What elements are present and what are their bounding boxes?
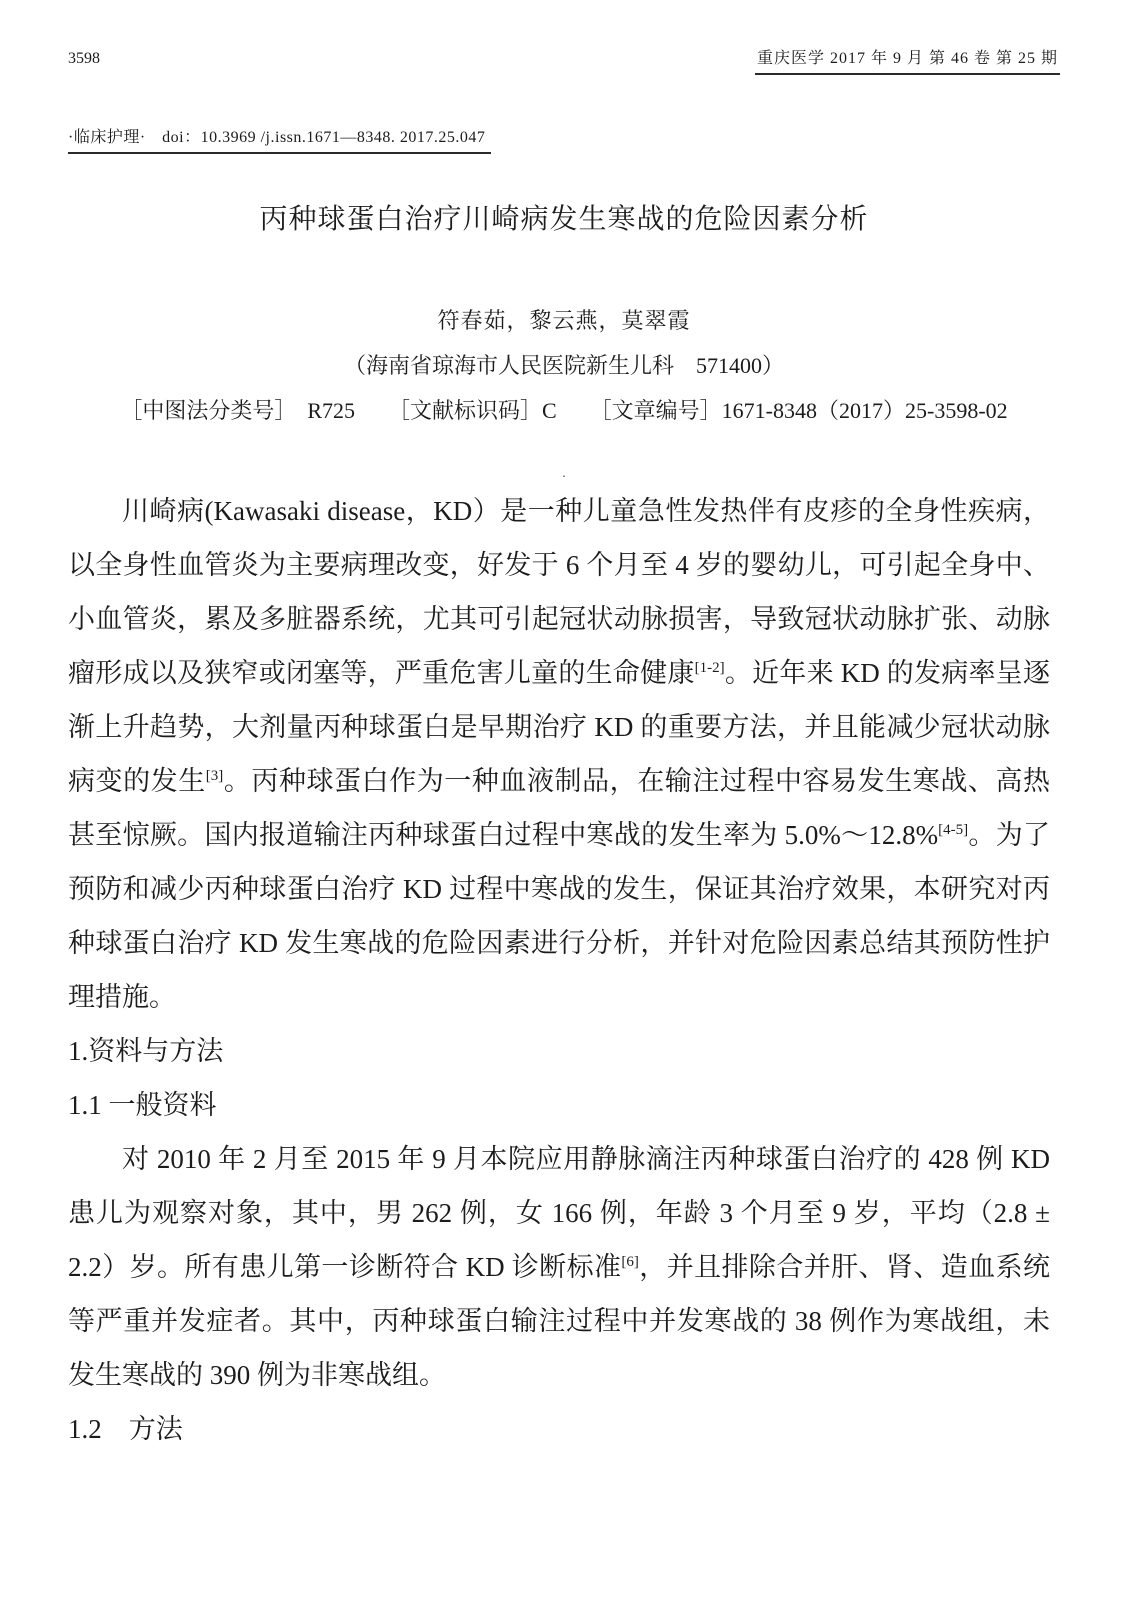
classification-meta-line: ［中图法分类号］ R725 ［文献标识码］C ［文章编号］1671-8348（2017）25-3598-02 [120,398,1008,423]
column-doi-row [68,127,1060,154]
column-label-and-doi: ·临床护理· doi：10.3969 /j.issn.1671—8348. 2017.25.047 [68,127,491,154]
body-paragraph [68,484,1050,1024]
paragraph-text: 川崎病(Kawasaki disease，KD）是一种儿童急性发热伴有皮疹的全身性疾病，以全身性血管炎为主要病理改变，好发于 6 个月至 4 岁的婴幼儿，可引起全身中、小血管炎，累及多脏器系统，尤其可引起冠状动脉损害，导致冠状动脉扩张、动脉瘤形成以及狭窄或闭塞等，严重危害儿童的生命健康 [68,496,1050,688]
section-heading: 1.2 方法 [68,1414,183,1444]
citation-superscript: [1-2] [694,660,725,676]
citation-superscript: [4-5] [938,822,969,838]
citation-superscript: [6] [621,1254,639,1270]
paragraph-text: 。丙种球蛋白作为一种血液制品，在输注过程中容易发生寒战、高热甚至惊厥。国内报道输注丙种球蛋白过程中寒战的发生率为 5.0%～12.8% [68,766,1051,850]
article-title: 丙种球蛋白治疗川崎病发生寒战的危险因素分析 [259,204,869,235]
section-heading: 1.1 一般资料 [68,1090,217,1120]
running-header [68,48,1060,75]
paragraph-text: 。为了预防和减少丙种球蛋白治疗 KD 过程中寒战的发生，保证其治疗效果，本研究对丙种球蛋白治疗 KD 发生寒战的危险因素进行分析，并针对危险因素总结其预防性护理措施。 [68,820,1051,1012]
section-heading: 1.资料与方法 [68,1036,224,1066]
stray-print-dot: . [562,465,566,480]
body-paragraph [68,1132,1050,1402]
journal-issue-reference: 重庆医学 2017 年 9 月 第 46 卷 第 25 期 [755,48,1060,75]
affiliation-line: （海南省琼海市人民医院新生儿科 571400） [343,353,784,378]
authors-line: 符春茹，黎云燕，莫翠霞 [437,308,691,333]
paragraph-text: 。近年来 KD 的发病率呈逐渐上升趋势，大剂量丙种球蛋白是早期治疗 KD 的重要方法，并且能减少冠状动脉病变的发生 [68,658,1051,796]
paragraph-text: ，并且排除合并肝、肾、造血系统等严重并发症者。其中，丙种球蛋白输注过程中并发寒战的 38 例作为寒战组，未发生寒战的 390 例为非寒战组。 [68,1252,1050,1390]
page-number: 3598 [68,50,100,67]
paragraph-text: 对 2010 年 2 月至 2015 年 9 月本院应用静脉滴注丙种球蛋白治疗的 428 例 KD 患儿为观察对象，其中，男 262 例，女 166 例，年龄 3 个月至 9 岁，平均（2.8 ± 2.2）岁。所有患儿第一诊断符合 KD 诊断标准 [68,1144,1050,1282]
article-body [68,484,1060,1456]
citation-superscript: [3] [205,768,224,784]
